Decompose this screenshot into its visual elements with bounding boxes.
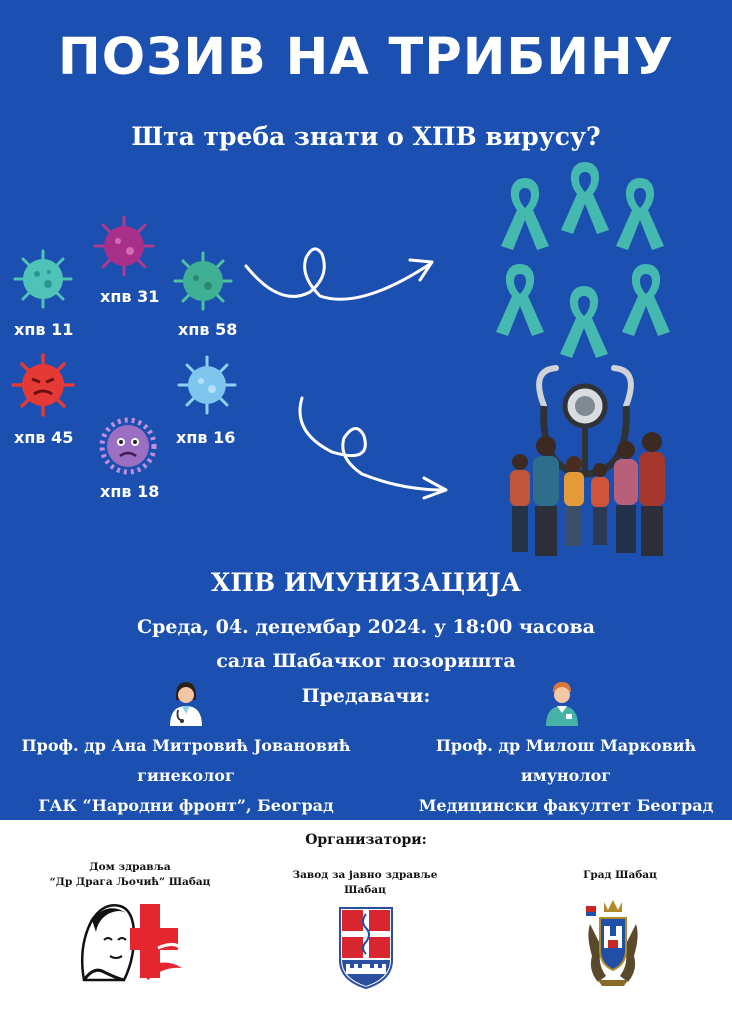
- stethoscope-family-illustration: [500, 362, 670, 562]
- ribbon-icon-4: [492, 262, 548, 338]
- organizer-3-name: Град Шабац: [583, 869, 657, 881]
- organizer-1-line2: “Др Драга Љочић” Шабац: [49, 876, 211, 888]
- speakers-heading: Предавачи:: [301, 685, 431, 707]
- virus-label-hpv16: хпв 16: [176, 428, 236, 447]
- event-date-time: Среда, 04. децембар 2024. у 18:00 часова: [136, 616, 595, 638]
- organizer-1-line1: Дом здравља: [89, 861, 171, 873]
- poster-title: ПОЗИВ НА ТРИБИНУ: [58, 28, 674, 87]
- virus-label-hpv11: хпв 11: [14, 320, 74, 339]
- speaker-2-role: имунолог: [520, 766, 612, 785]
- ribbon-icon-3: [612, 176, 668, 252]
- organizer-1-name: [40, 860, 220, 890]
- organizers-heading: Организатори:: [305, 832, 427, 848]
- speaker-2-institution: Медицински факултет Београд: [418, 796, 714, 815]
- immunization-title: ХПВ ИМУНИЗАЦИЈА: [210, 568, 522, 597]
- virus-icon-hpv11: [12, 248, 74, 310]
- speaker-2: [400, 731, 732, 821]
- poster-subtitle: Шта треба знати о ХПВ вирусу?: [131, 122, 601, 151]
- dom-zdravlja-logo: [64, 896, 186, 986]
- speaker-1-name: Проф. др Ана Митровић Јовановић: [21, 736, 351, 755]
- speaker-2-name: Проф. др Милош Марковић: [435, 736, 697, 755]
- arrow-to-family: [292, 392, 452, 502]
- speaker-1: [0, 731, 372, 821]
- virus-label-hpv58: хпв 58: [178, 320, 238, 339]
- organizer-2-name: Завод за јавно здравље Шабац: [292, 869, 438, 896]
- grad-sabac-coat-of-arms: [582, 896, 644, 988]
- speaker-1-role: гинеколог: [137, 766, 235, 785]
- virus-label-hpv45: хпв 45: [14, 428, 74, 447]
- virus-label-hpv18: хпв 18: [100, 482, 160, 501]
- zavod-javno-zdravlje-logo: [336, 904, 396, 990]
- event-venue: сала Шабачког позоришта: [216, 650, 516, 672]
- speaker-1-institution: ГАК “Народни фронт”, Београд: [38, 796, 334, 815]
- female-doctor-icon: [166, 680, 206, 726]
- ribbon-icon-6: [618, 262, 674, 338]
- virus-icon-hpv16: [176, 354, 238, 416]
- virus-icon-hpv58: [172, 250, 234, 312]
- male-doctor-icon: [542, 680, 582, 726]
- virus-label-hpv31: хпв 31: [100, 287, 160, 306]
- ribbon-icon-5: [556, 284, 612, 360]
- virus-icon-hpv31: [92, 214, 156, 278]
- arrow-to-ribbons: [240, 236, 440, 316]
- ribbon-icon-1: [497, 176, 553, 252]
- virus-icon-hpv18: [96, 414, 160, 478]
- virus-icon-hpv45: [10, 352, 76, 418]
- ribbon-icon-2: [557, 160, 613, 236]
